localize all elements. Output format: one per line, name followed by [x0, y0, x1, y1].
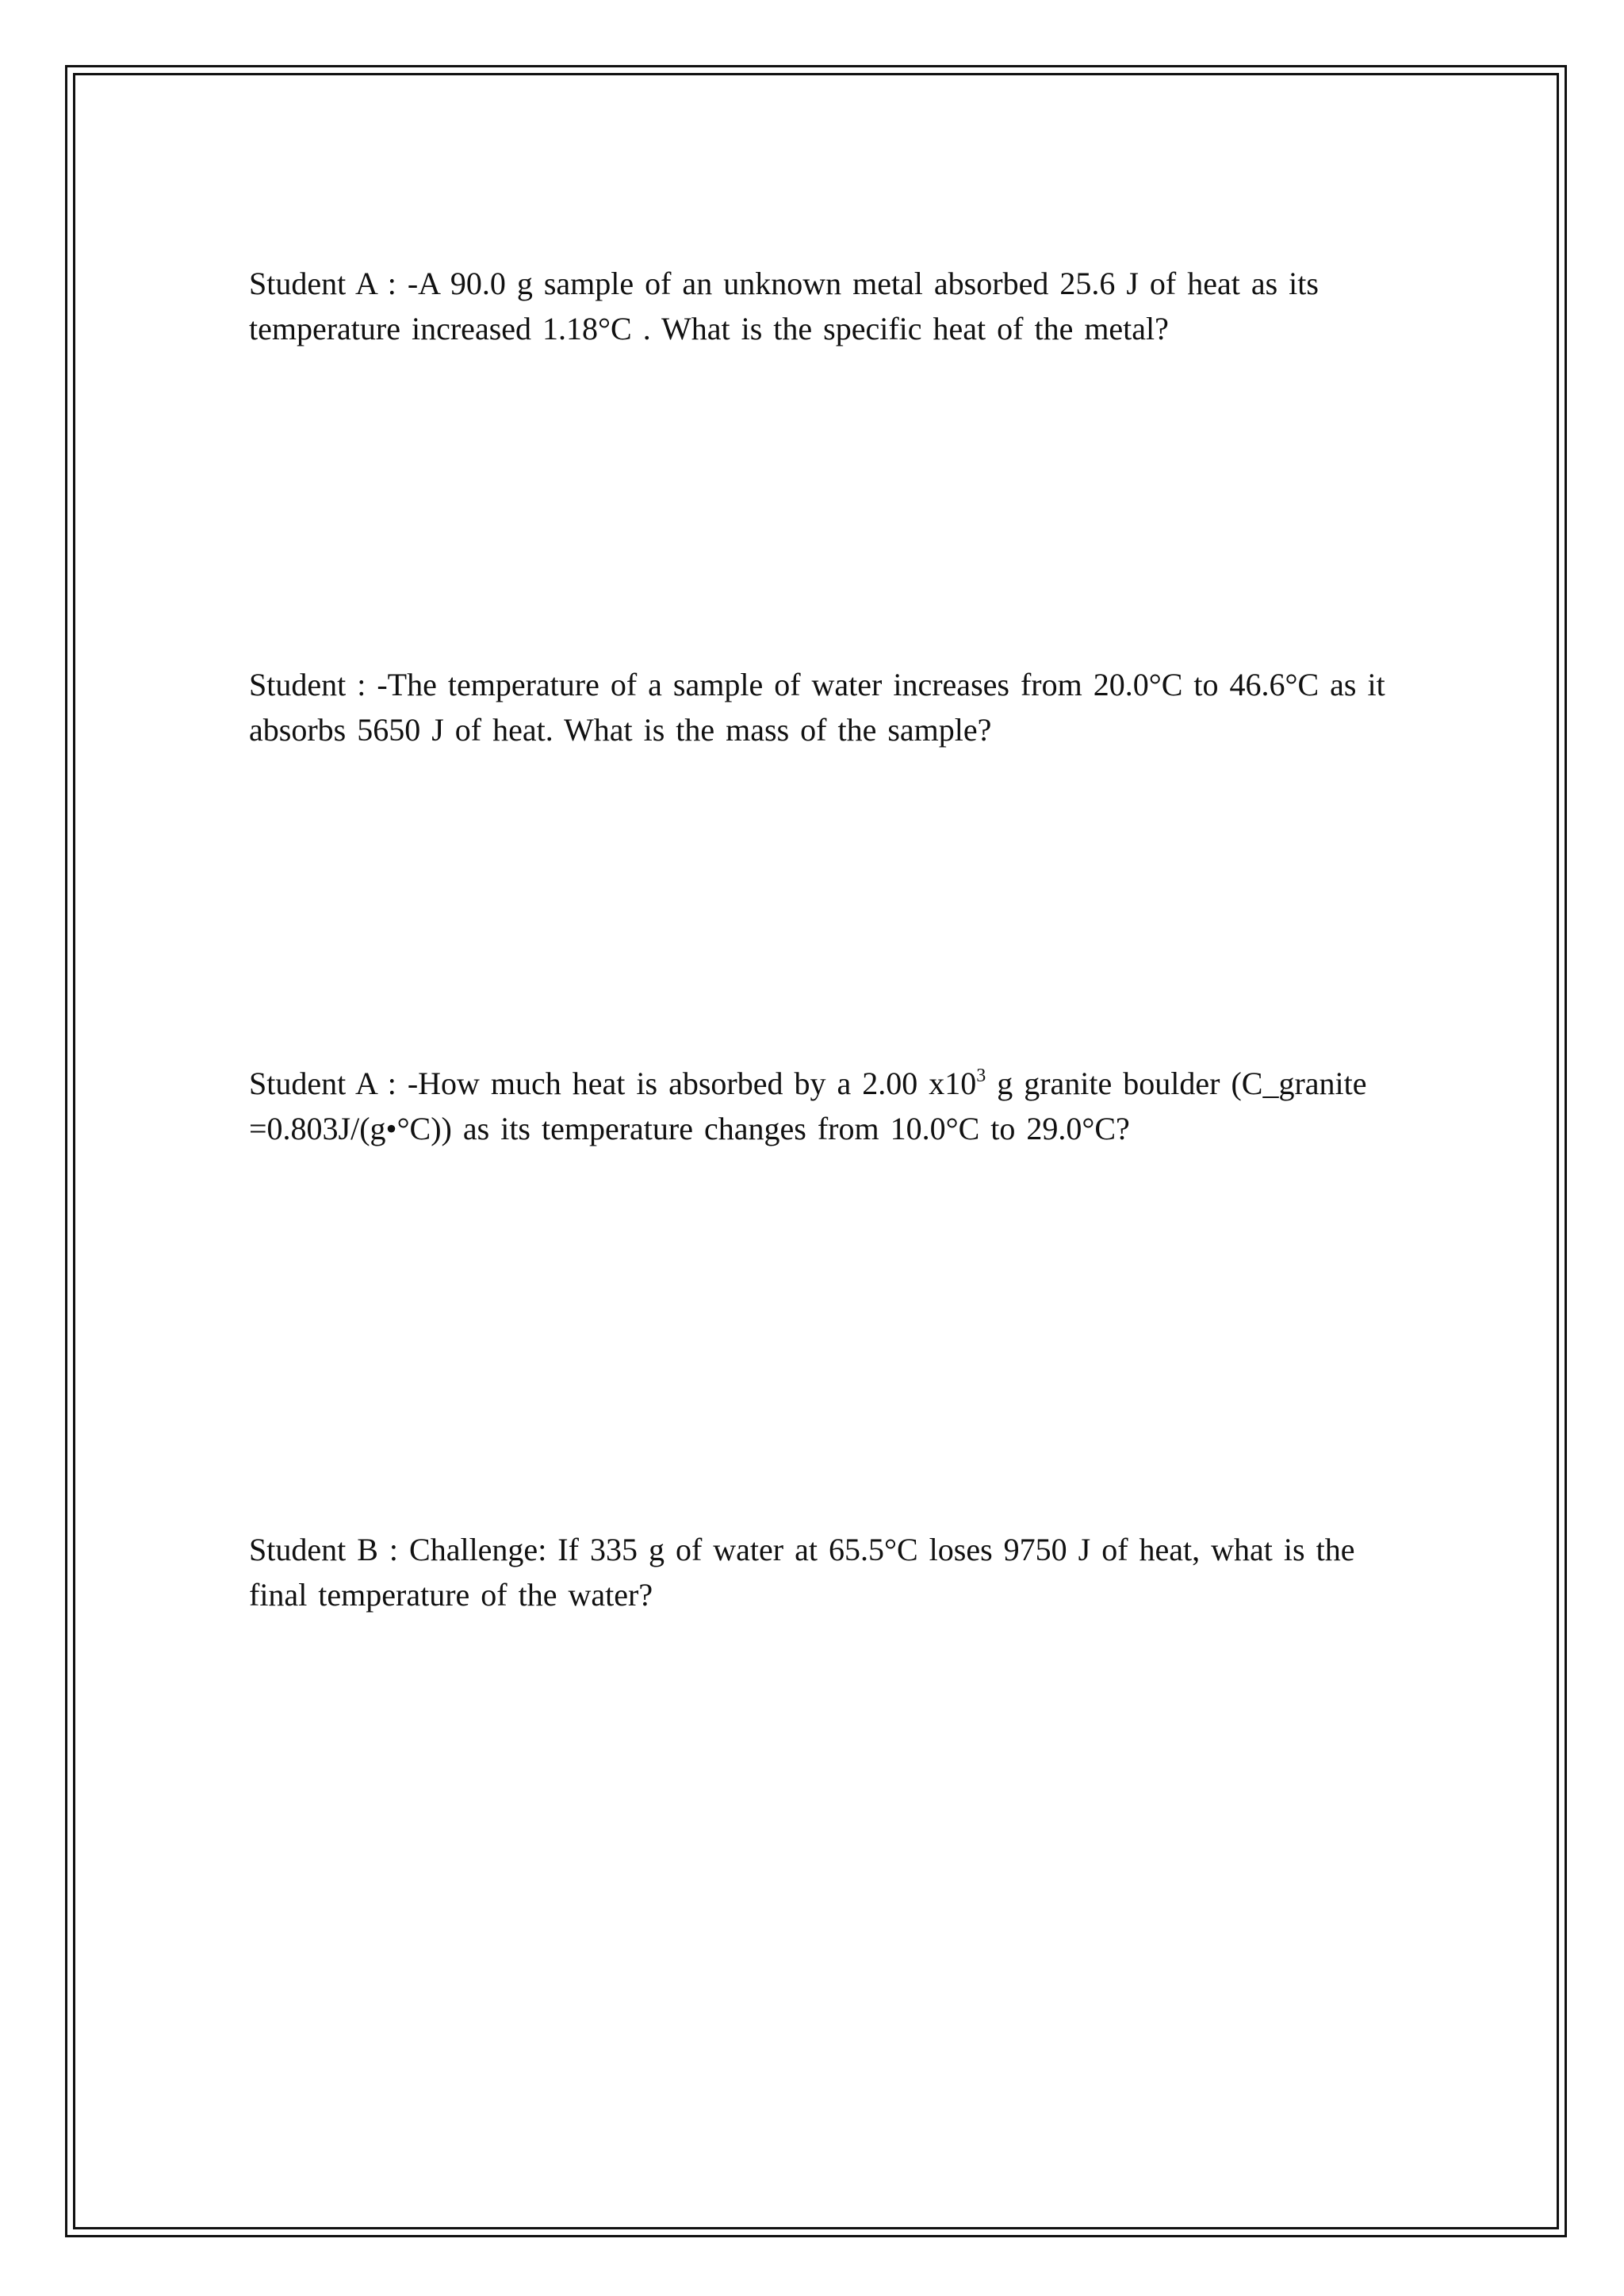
- question-2-line-1: Student : -The temperature of a sample of water increases from 20.0°C to 46.6°C as it: [249, 667, 1385, 702]
- question-4: [249, 1527, 1391, 1617]
- question-2: [249, 662, 1391, 752]
- question-3-line-1-end: g granite boulder (C_granite: [986, 1066, 1367, 1101]
- question-3-line-1: [249, 1061, 1391, 1106]
- page-border-inner: [73, 73, 1559, 2229]
- question-2-line-2: absorbs 5650 J of heat. What is the mass of the sample?: [249, 712, 992, 748]
- question-3: [249, 1061, 1391, 1151]
- question-1: [249, 261, 1391, 351]
- question-3-line-2: =0.803J/(g•°C)) as its temperature changes from 10.0°C to 29.0°C?: [249, 1111, 1130, 1146]
- exponent: 3: [976, 1066, 986, 1086]
- question-3-line-1-start: Student A : -How much heat is absorbed by a 2.00 x10: [249, 1066, 977, 1101]
- question-1-line-2: temperature increased 1.18°C . What is the specific heat of the metal?: [249, 311, 1169, 346]
- question-1-line-1: Student A : -A 90.0 g sample of an unknown metal absorbed 25.6 J of heat as its: [249, 266, 1319, 301]
- question-4-line-2: final temperature of the water?: [249, 1577, 653, 1613]
- question-4-line-1: Student B : Challenge: If 335 g of water at 65.5°C loses 9750 J of heat, what is the: [249, 1532, 1355, 1567]
